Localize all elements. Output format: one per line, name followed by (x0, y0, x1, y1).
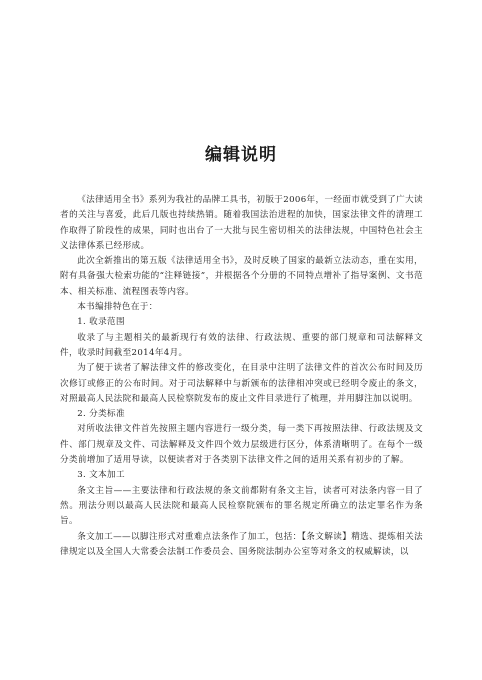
paragraph: 《法律适用全书》系列为我社的品牌工具书，初版于2006年，一经面市就受到了广大读者的关注与喜爱，此后几版也持续热销。随着我国法治进程的加快，国家法律文件的清理工作取得了阶段性的成果，同时也出台了一大批与民生密切相关的法律法规，中国特色社会主义法律体系已经形成。 (60, 195, 423, 251)
paragraph: 条文加工——以脚注形式对重难点法条作了加工，包括：【条文解读】精选、提炼相关法律规定以及全国人大常委会法制工作委员会、国务院法制办公室等对条文的权威解读，以 (60, 531, 423, 557)
paragraph: 收录了与主题相关的最新现行有效的法律、行政法规、重要的部门规章和司法解释文件，收录时间截至2014年4月。 (60, 332, 423, 358)
section-heading: 1. 收录范围 (77, 317, 125, 328)
paragraph: 对所收法律文件首先按照主题内容进行一级分类，每一类下再按照法律、行政法规及文件、部门规章及文件、司法解释及文件四个效力层级进行区分，体系清晰明了。在每个一级分类前增加了适用导读，以便读者对于各类别下法律文件之间的适用关系有初步的了解。 (60, 424, 423, 466)
paragraph: 本书编排特色在于： (77, 302, 158, 313)
page-title: 编辑说明 (205, 145, 277, 165)
section-heading: 2. 分类标准 (77, 409, 125, 420)
body-text (60, 193, 423, 560)
paragraph: 为了便于读者了解法律文件的修改变化，在目录中注明了法律文件的首次公布时间及历次修订或修正的公布时间。对于司法解释中与新颁布的法律相冲突或已经明令废止的条文，对照最高人民法院和最高人民检察院发布的废止文件目录进行了梳理，并用脚注加以说明。 (60, 363, 423, 404)
paragraph: 此次全新推出的第五版《法律适用全书》，及时反映了国家的最新立法动态，重在实用，附有具备强大检索功能的“注释链接”，并根据各个分册的不同特点增补了指导案例、文书范本、相关标准、流程图表等内容。 (60, 256, 423, 297)
paragraph: 条文主旨——主要法律和行政法规的条文前都附有条文主旨，读者可对法条内容一目了然。刑法分则以最高人民法院和最高人民检察院颁布的罪名规定所确立的法定罪名作为条旨。 (60, 485, 423, 527)
section-heading: 3. 文本加工 (77, 470, 125, 481)
